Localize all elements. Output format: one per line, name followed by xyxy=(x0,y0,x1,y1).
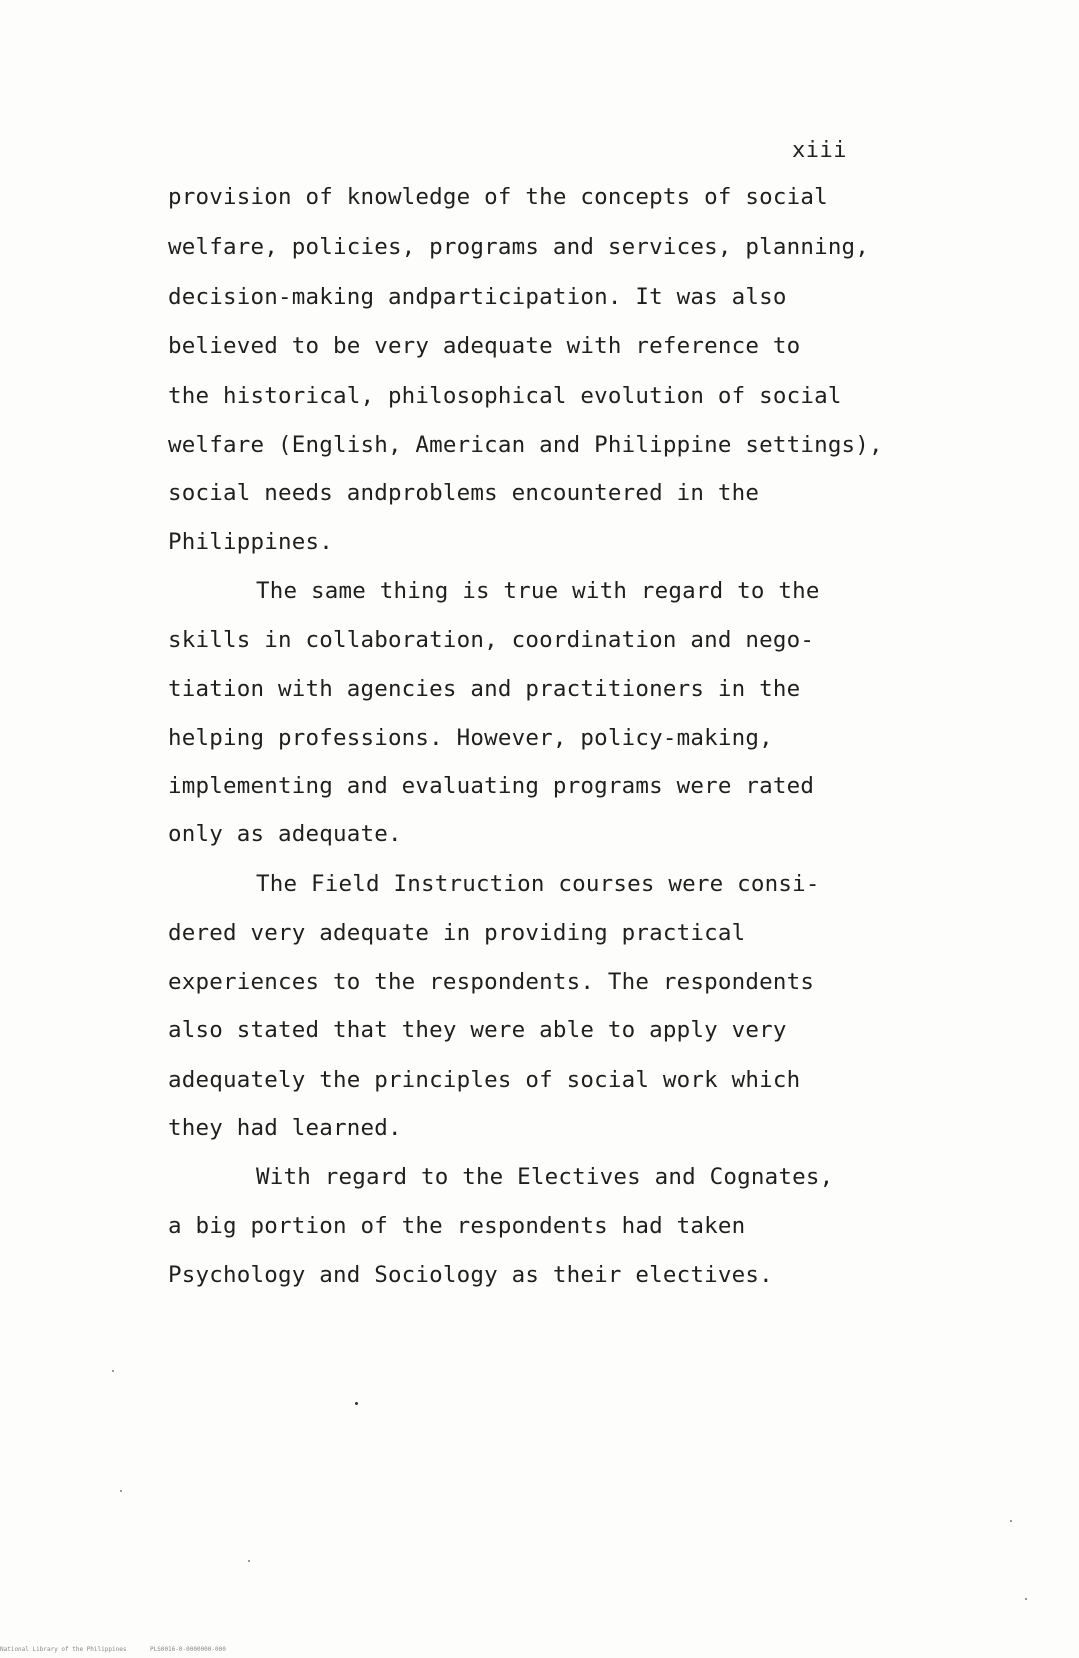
body-line-15: The Field Instruction courses were consi- xyxy=(256,871,820,897)
body-line-9: The same thing is true with regard to the xyxy=(256,578,820,604)
body-line-22: a big portion of the respondents had taken xyxy=(168,1213,746,1239)
body-line-14: only as adequate. xyxy=(168,821,402,847)
body-line-5: the historical, philosophical evolution of social xyxy=(168,383,842,409)
scan-speck xyxy=(248,1560,250,1562)
scan-speck xyxy=(1025,1598,1027,1600)
scan-speck xyxy=(112,1370,114,1372)
body-line-17: experiences to the respondents. The respondents xyxy=(168,969,815,995)
body-line-6: welfare (English, American and Philippine settings), xyxy=(168,432,883,458)
scan-speck xyxy=(120,1490,122,1492)
body-line-10: skills in collaboration, coordination and nego- xyxy=(168,627,815,653)
body-line-2: welfare, policies, programs and services, planning, xyxy=(168,234,870,260)
body-line-12: helping professions. However, policy-making, xyxy=(168,725,773,751)
body-line-19: adequately the principles of social work which xyxy=(168,1067,801,1093)
page-number: xiii xyxy=(792,138,847,163)
body-line-4: believed to be very adequate with reference to xyxy=(168,333,801,359)
scan-footer-id: PLS0016-0-0000000-000 xyxy=(150,1646,226,1653)
body-line-21: With regard to the Electives and Cognates, xyxy=(256,1164,834,1190)
scan-speck xyxy=(355,1402,358,1405)
body-line-18: also stated that they were able to apply very xyxy=(168,1017,787,1043)
body-line-16: dered very adequate in providing practical xyxy=(168,920,746,946)
body-line-8: Philippines. xyxy=(168,529,333,555)
body-line-11: tiation with agencies and practitioners in the xyxy=(168,676,801,702)
body-line-3: decision-making andparticipation. It was also xyxy=(168,284,787,310)
body-line-1: provision of knowledge of the concepts of social xyxy=(168,184,828,210)
body-line-23: Psychology and Sociology as their electives. xyxy=(168,1262,773,1288)
body-line-20: they had learned. xyxy=(168,1115,402,1141)
scan-speck xyxy=(1010,1520,1012,1522)
body-line-13: implementing and evaluating programs were rated xyxy=(168,773,815,799)
scan-footer: National Library of the Philippines xyxy=(0,1646,127,1653)
body-line-7: social needs andproblems encountered in the xyxy=(168,480,760,506)
